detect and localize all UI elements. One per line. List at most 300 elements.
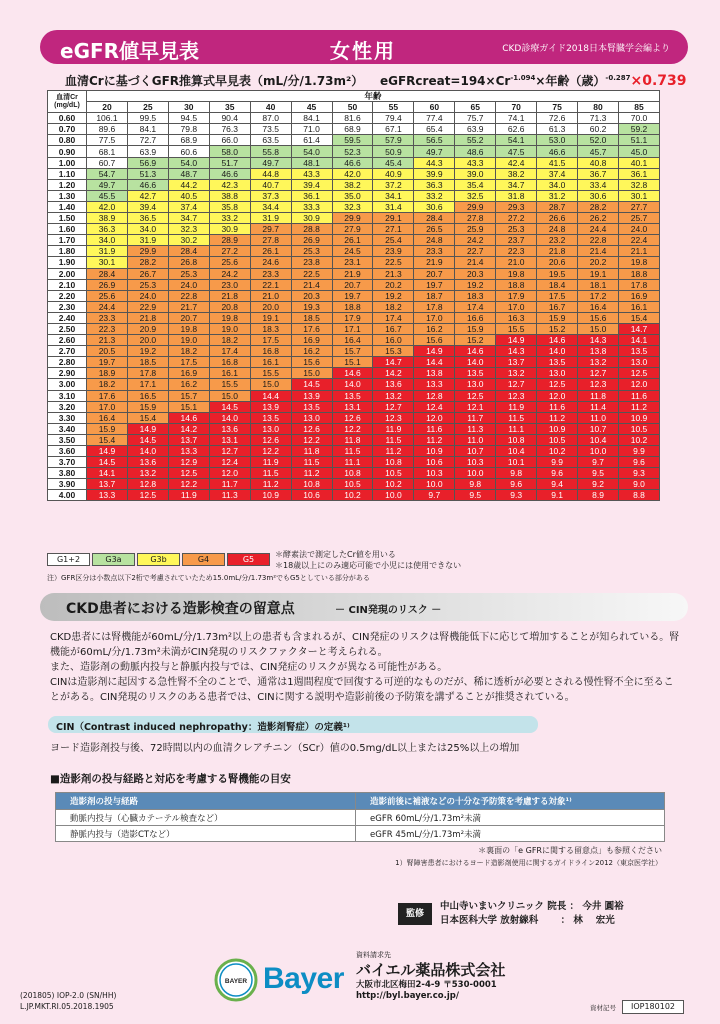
egfr-cell: 77.5 bbox=[87, 135, 128, 146]
formula-age: ×年齢（歳） bbox=[535, 74, 606, 88]
egfr-cell: 27.7 bbox=[618, 201, 659, 212]
cr-value: 2.10 bbox=[48, 279, 87, 290]
egfr-cell: 9.2 bbox=[578, 479, 619, 490]
table-row bbox=[48, 423, 660, 434]
egfr-cell: 15.5 bbox=[496, 323, 537, 334]
egfr-cell: 16.9 bbox=[291, 335, 332, 346]
egfr-cell: 42.0 bbox=[332, 168, 373, 179]
egfr-cell: 15.2 bbox=[537, 323, 578, 334]
egfr-cell: 16.7 bbox=[537, 301, 578, 312]
age-column-header: 85 bbox=[618, 102, 659, 113]
egfr-cell: 21.7 bbox=[168, 301, 209, 312]
egfr-cell: 106.1 bbox=[87, 113, 128, 124]
egfr-cell: 9.9 bbox=[618, 446, 659, 457]
cr-value: 3.80 bbox=[48, 468, 87, 479]
section-subtitle: － CIN発現のリスク － bbox=[335, 605, 442, 616]
egfr-cell: 21.0 bbox=[250, 290, 291, 301]
table-row bbox=[48, 113, 660, 124]
egfr-cell: 16.4 bbox=[332, 335, 373, 346]
egfr-cell: 25.3 bbox=[127, 279, 168, 290]
egfr-cell: 46.6 bbox=[127, 179, 168, 190]
age-row bbox=[48, 102, 660, 113]
egfr-cell: 14.5 bbox=[87, 457, 128, 468]
egfr-cell: 40.5 bbox=[168, 190, 209, 201]
egfr-cell: 22.5 bbox=[291, 268, 332, 279]
table-row bbox=[48, 357, 660, 368]
age-column-header: 75 bbox=[537, 102, 578, 113]
egfr-cell: 18.1 bbox=[578, 279, 619, 290]
egfr-cell: 14.0 bbox=[127, 446, 168, 457]
egfr-cell: 20.7 bbox=[332, 279, 373, 290]
egfr-cell: 11.2 bbox=[373, 446, 414, 457]
egfr-cell: 9.6 bbox=[496, 479, 537, 490]
egfr-cell: 15.7 bbox=[168, 390, 209, 401]
egfr-cell: 38.2 bbox=[496, 168, 537, 179]
table-row bbox=[48, 190, 660, 201]
egfr-cell: 48.1 bbox=[291, 157, 332, 168]
egfr-cell: 46.6 bbox=[332, 157, 373, 168]
egfr-cell: 22.3 bbox=[496, 246, 537, 257]
egfr-cell: 17.5 bbox=[537, 290, 578, 301]
table-row bbox=[48, 146, 660, 157]
egfr-cell: 17.5 bbox=[168, 357, 209, 368]
bayer-cross-logo bbox=[214, 958, 258, 1002]
egfr-cell: 53.0 bbox=[537, 135, 578, 146]
egfr-cell: 29.1 bbox=[373, 213, 414, 224]
egfr-cell: 19.3 bbox=[291, 301, 332, 312]
egfr-cell: 15.1 bbox=[332, 357, 373, 368]
egfr-cell: 14.3 bbox=[496, 346, 537, 357]
egfr-cell: 19.8 bbox=[618, 257, 659, 268]
legend-g3a: G3a bbox=[92, 553, 135, 566]
egfr-cell: 17.1 bbox=[332, 323, 373, 334]
egfr-cell: 16.4 bbox=[578, 301, 619, 312]
legend bbox=[47, 553, 272, 567]
egfr-cell: 16.1 bbox=[618, 301, 659, 312]
egfr-cell: 11.7 bbox=[209, 479, 250, 490]
age-column-header: 50 bbox=[332, 102, 373, 113]
egfr-cell: 17.2 bbox=[578, 290, 619, 301]
egfr-cell: 39.4 bbox=[291, 179, 332, 190]
egfr-cell: 18.2 bbox=[168, 346, 209, 357]
route-row bbox=[56, 826, 665, 842]
egfr-cell: 21.9 bbox=[414, 257, 455, 268]
cr-value: 1.80 bbox=[48, 246, 87, 257]
table-row bbox=[48, 168, 660, 179]
egfr-cell: 24.8 bbox=[537, 224, 578, 235]
egfr-cell: 15.9 bbox=[455, 323, 496, 334]
egfr-cell: 25.7 bbox=[618, 213, 659, 224]
egfr-cell: 47.5 bbox=[496, 146, 537, 157]
egfr-cell: 23.1 bbox=[332, 257, 373, 268]
table-row bbox=[48, 235, 660, 246]
cr-value: 1.40 bbox=[48, 201, 87, 212]
egfr-cell: 30.6 bbox=[578, 190, 619, 201]
cr-value: 2.30 bbox=[48, 301, 87, 312]
egfr-cell: 26.8 bbox=[168, 257, 209, 268]
cr-value: 3.10 bbox=[48, 390, 87, 401]
egfr-cell: 37.4 bbox=[537, 168, 578, 179]
egfr-cell: 15.7 bbox=[332, 346, 373, 357]
egfr-cell: 16.9 bbox=[618, 290, 659, 301]
egfr-cell: 26.5 bbox=[414, 224, 455, 235]
egfr-cell: 12.4 bbox=[209, 457, 250, 468]
legend-note-2: ＊18歳以上にのみ適応可能で小児には使用できない bbox=[275, 561, 462, 570]
cr-value: 1.20 bbox=[48, 179, 87, 190]
egfr-cell: 34.7 bbox=[168, 213, 209, 224]
egfr-cell: 18.9 bbox=[87, 368, 128, 379]
egfr-cell: 19.7 bbox=[87, 357, 128, 368]
egfr-cell: 30.1 bbox=[618, 190, 659, 201]
egfr-cell: 18.4 bbox=[537, 279, 578, 290]
egfr-cell: 18.8 bbox=[332, 301, 373, 312]
egfr-cell: 30.1 bbox=[87, 257, 128, 268]
egfr-cell: 56.5 bbox=[414, 135, 455, 146]
egfr-cell: 38.2 bbox=[332, 179, 373, 190]
egfr-cell: 35.4 bbox=[455, 179, 496, 190]
egfr-cell: 12.2 bbox=[291, 434, 332, 445]
egfr-cell: 12.7 bbox=[209, 446, 250, 457]
egfr-cell: 15.2 bbox=[455, 335, 496, 346]
egfr-cell: 19.0 bbox=[168, 335, 209, 346]
egfr-cell: 12.6 bbox=[250, 434, 291, 445]
egfr-cell: 14.0 bbox=[209, 412, 250, 423]
cin-definition-header bbox=[48, 716, 538, 733]
egfr-cell: 20.7 bbox=[414, 268, 455, 279]
egfr-cell: 54.7 bbox=[87, 168, 128, 179]
egfr-cell: 18.3 bbox=[250, 323, 291, 334]
egfr-cell: 10.3 bbox=[414, 468, 455, 479]
egfr-cell: 12.3 bbox=[496, 390, 537, 401]
egfr-cell: 11.9 bbox=[250, 457, 291, 468]
egfr-cell: 21.8 bbox=[209, 290, 250, 301]
cr-value: 1.10 bbox=[48, 168, 87, 179]
egfr-cell: 38.9 bbox=[87, 213, 128, 224]
egfr-cell: 14.4 bbox=[414, 357, 455, 368]
egfr-cell: 18.2 bbox=[87, 379, 128, 390]
egfr-cell: 15.5 bbox=[250, 368, 291, 379]
egfr-cell: 13.7 bbox=[168, 434, 209, 445]
egfr-cell: 11.2 bbox=[291, 468, 332, 479]
egfr-cell: 17.0 bbox=[496, 301, 537, 312]
egfr-cell: 16.3 bbox=[496, 312, 537, 323]
egfr-cell: 10.4 bbox=[496, 446, 537, 457]
egfr-cell: 33.3 bbox=[291, 201, 332, 212]
target-cell: eGFR 60mL/分/1.73m²未満 bbox=[356, 810, 665, 826]
egfr-cell: 34.1 bbox=[373, 190, 414, 201]
cr-value: 2.90 bbox=[48, 368, 87, 379]
egfr-cell: 9.6 bbox=[537, 468, 578, 479]
egfr-cell: 34.0 bbox=[87, 235, 128, 246]
egfr-cell: 15.3 bbox=[373, 346, 414, 357]
egfr-cell: 16.5 bbox=[127, 390, 168, 401]
egfr-formula bbox=[380, 72, 686, 89]
egfr-cell: 17.6 bbox=[291, 323, 332, 334]
egfr-cell: 84.1 bbox=[127, 124, 168, 135]
egfr-cell: 11.8 bbox=[578, 390, 619, 401]
egfr-cell: 40.9 bbox=[373, 168, 414, 179]
route-col-header: 造影剤の投与経路 bbox=[56, 793, 356, 810]
route-title: ■造影剤の投与経路と対応を考慮する腎機能の目安 bbox=[50, 773, 291, 785]
egfr-cell: 26.7 bbox=[127, 268, 168, 279]
egfr-cell: 46.6 bbox=[537, 146, 578, 157]
egfr-cell: 13.0 bbox=[537, 368, 578, 379]
egfr-cell: 48.6 bbox=[455, 146, 496, 157]
egfr-cell: 81.6 bbox=[332, 113, 373, 124]
egfr-cell: 12.0 bbox=[209, 468, 250, 479]
egfr-cell: 17.4 bbox=[455, 301, 496, 312]
table-row bbox=[48, 246, 660, 257]
cr-value: 0.70 bbox=[48, 124, 87, 135]
egfr-cell: 30.6 bbox=[414, 201, 455, 212]
table-row bbox=[48, 201, 660, 212]
egfr-cell: 19.5 bbox=[537, 268, 578, 279]
egfr-cell: 99.5 bbox=[127, 113, 168, 124]
egfr-cell: 11.6 bbox=[618, 390, 659, 401]
formula-line bbox=[65, 70, 695, 90]
egfr-cell: 45.7 bbox=[578, 146, 619, 157]
egfr-cell: 68.1 bbox=[87, 146, 128, 157]
egfr-cell: 10.2 bbox=[618, 434, 659, 445]
egfr-cell: 10.7 bbox=[455, 446, 496, 457]
egfr-cell: 14.5 bbox=[127, 434, 168, 445]
egfr-cell: 23.8 bbox=[291, 257, 332, 268]
formula-main: eGFRcreat=194×Cr bbox=[380, 74, 511, 88]
egfr-cell: 31.9 bbox=[87, 246, 128, 257]
egfr-cell: 14.3 bbox=[578, 335, 619, 346]
egfr-cell: 12.2 bbox=[332, 423, 373, 434]
egfr-cell: 40.8 bbox=[578, 157, 619, 168]
egfr-cell: 12.0 bbox=[537, 390, 578, 401]
egfr-cell: 12.7 bbox=[578, 368, 619, 379]
egfr-cell: 10.0 bbox=[414, 479, 455, 490]
egfr-cell: 12.8 bbox=[414, 390, 455, 401]
egfr-cell: 34.7 bbox=[496, 179, 537, 190]
legend-g5: G5 bbox=[227, 553, 270, 566]
egfr-cell: 8.9 bbox=[578, 490, 619, 501]
cin-definition: ヨード造影剤投与後、72時間以内の血清クレアチニン（SCr）値の0.5mg/dL以上または25%以上の増加 bbox=[50, 743, 520, 754]
egfr-cell: 11.5 bbox=[496, 412, 537, 423]
title-bar bbox=[40, 30, 688, 64]
egfr-cell: 14.9 bbox=[496, 335, 537, 346]
table-row bbox=[48, 323, 660, 334]
egfr-cell: 30.9 bbox=[209, 224, 250, 235]
egfr-cell: 14.4 bbox=[250, 390, 291, 401]
egfr-cell: 62.6 bbox=[496, 124, 537, 135]
egfr-cell: 23.9 bbox=[373, 246, 414, 257]
egfr-cell: 20.3 bbox=[291, 290, 332, 301]
egfr-cell: 11.1 bbox=[496, 423, 537, 434]
egfr-cell: 26.1 bbox=[332, 235, 373, 246]
egfr-cell: 79.8 bbox=[168, 124, 209, 135]
egfr-cell: 16.9 bbox=[168, 368, 209, 379]
company-address: 大阪市北区梅田2-4-9 〒530-0001 bbox=[356, 980, 497, 990]
egfr-cell: 24.8 bbox=[414, 235, 455, 246]
table-caption: 血清Crに基づくGFR推算式早見表（mL/分/1.73m²） bbox=[65, 74, 364, 88]
egfr-cell: 36.1 bbox=[291, 190, 332, 201]
egfr-cell: 12.5 bbox=[618, 368, 659, 379]
egfr-cell: 17.8 bbox=[414, 301, 455, 312]
egfr-cell: 21.9 bbox=[332, 268, 373, 279]
table-row bbox=[48, 268, 660, 279]
egfr-cell: 12.2 bbox=[250, 446, 291, 457]
egfr-cell: 13.2 bbox=[127, 468, 168, 479]
table-row bbox=[48, 213, 660, 224]
table-row bbox=[48, 412, 660, 423]
table-row bbox=[48, 379, 660, 390]
egfr-cell: 33.2 bbox=[414, 190, 455, 201]
route-row bbox=[56, 810, 665, 826]
egfr-cell: 31.8 bbox=[496, 190, 537, 201]
age-column-header: 20 bbox=[87, 102, 128, 113]
supervision-label: 監修 bbox=[398, 903, 432, 925]
egfr-cell: 12.4 bbox=[414, 401, 455, 412]
egfr-cell: 25.6 bbox=[87, 290, 128, 301]
egfr-cell: 63.9 bbox=[127, 146, 168, 157]
egfr-cell: 13.7 bbox=[496, 357, 537, 368]
cr-value: 2.00 bbox=[48, 268, 87, 279]
egfr-cell: 10.6 bbox=[291, 490, 332, 501]
egfr-cell: 24.0 bbox=[127, 290, 168, 301]
egfr-cell: 10.0 bbox=[455, 468, 496, 479]
egfr-cell: 61.3 bbox=[537, 124, 578, 135]
age-column-header: 55 bbox=[373, 102, 414, 113]
egfr-cell: 19.7 bbox=[332, 290, 373, 301]
cr-value: 0.60 bbox=[48, 113, 87, 124]
egfr-cell: 28.2 bbox=[127, 257, 168, 268]
age-column-header: 65 bbox=[455, 102, 496, 113]
egfr-cell: 72.6 bbox=[537, 113, 578, 124]
cr-value: 1.60 bbox=[48, 224, 87, 235]
egfr-cell: 25.3 bbox=[291, 246, 332, 257]
egfr-cell: 23.3 bbox=[250, 268, 291, 279]
egfr-cell: 59.2 bbox=[618, 124, 659, 135]
egfr-cell: 21.1 bbox=[618, 246, 659, 257]
egfr-cell: 21.4 bbox=[291, 279, 332, 290]
egfr-cell: 77.4 bbox=[414, 113, 455, 124]
egfr-cell: 54.0 bbox=[168, 157, 209, 168]
egfr-cell: 30.2 bbox=[168, 235, 209, 246]
egfr-cell: 16.2 bbox=[414, 323, 455, 334]
egfr-cell: 12.6 bbox=[291, 423, 332, 434]
egfr-cell: 12.1 bbox=[455, 401, 496, 412]
egfr-cell: 11.2 bbox=[414, 434, 455, 445]
age-column-header: 45 bbox=[291, 102, 332, 113]
egfr-cell: 23.0 bbox=[209, 279, 250, 290]
bayer-wordmark: Bayer bbox=[263, 962, 344, 995]
egfr-cell: 13.8 bbox=[578, 346, 619, 357]
egfr-cell: 9.8 bbox=[455, 479, 496, 490]
egfr-cell: 60.7 bbox=[87, 157, 128, 168]
egfr-cell: 37.4 bbox=[168, 201, 209, 212]
egfr-cell: 21.4 bbox=[455, 257, 496, 268]
egfr-cell: 20.2 bbox=[373, 279, 414, 290]
egfr-cell: 16.8 bbox=[209, 357, 250, 368]
egfr-cell: 21.4 bbox=[578, 246, 619, 257]
egfr-cell: 29.9 bbox=[127, 246, 168, 257]
paragraph-3: CINは造影剤に起因する急性腎不全のことで、通常は1週間程度で回復する可逆的なものだが、稀に透析が必要とされる慢性腎不全に至ることがある。CIN発現のリスクのある患者では、CINに関する説明や造影前後の予防策を講ずることが推奨されている。 bbox=[50, 677, 674, 703]
egfr-cell: 28.7 bbox=[537, 201, 578, 212]
company-name: バイエル薬品株式会社 bbox=[356, 961, 506, 979]
egfr-cell: 15.9 bbox=[537, 312, 578, 323]
egfr-cell: 35.0 bbox=[332, 190, 373, 201]
egfr-cell: 12.5 bbox=[537, 379, 578, 390]
egfr-cell: 32.8 bbox=[618, 179, 659, 190]
egfr-cell: 84.1 bbox=[291, 113, 332, 124]
egfr-cell: 23.3 bbox=[87, 312, 128, 323]
egfr-cell: 12.2 bbox=[168, 479, 209, 490]
age-column-header: 25 bbox=[127, 102, 168, 113]
egfr-cell: 13.8 bbox=[414, 368, 455, 379]
egfr-cell: 11.5 bbox=[291, 457, 332, 468]
egfr-cell: 11.9 bbox=[373, 423, 414, 434]
egfr-cell: 24.0 bbox=[618, 224, 659, 235]
egfr-cell: 45.0 bbox=[618, 146, 659, 157]
age-column-header: 70 bbox=[496, 102, 537, 113]
egfr-cell: 18.2 bbox=[209, 335, 250, 346]
egfr-cell: 14.6 bbox=[537, 335, 578, 346]
egfr-cell: 12.7 bbox=[496, 379, 537, 390]
egfr-cell: 73.5 bbox=[250, 124, 291, 135]
egfr-cell: 10.0 bbox=[578, 446, 619, 457]
egfr-cell: 51.1 bbox=[618, 135, 659, 146]
egfr-cell: 16.0 bbox=[373, 335, 414, 346]
egfr-cell: 44.3 bbox=[414, 157, 455, 168]
egfr-cell: 17.0 bbox=[87, 401, 128, 412]
egfr-cell: 14.2 bbox=[373, 368, 414, 379]
egfr-cell: 54.0 bbox=[291, 146, 332, 157]
egfr-cell: 20.8 bbox=[209, 301, 250, 312]
egfr-cell: 13.5 bbox=[291, 401, 332, 412]
egfr-cell: 45.5 bbox=[87, 190, 128, 201]
egfr-cell: 66.0 bbox=[209, 135, 250, 146]
doc-number-label: 資材記号 bbox=[590, 1004, 616, 1012]
egfr-cell: 60.6 bbox=[168, 146, 209, 157]
cin-definition-title: CIN（Contrast induced nephropathy：造影剤腎症）の定義¹⁾ bbox=[56, 722, 350, 733]
egfr-cell: 18.2 bbox=[373, 301, 414, 312]
egfr-cell: 72.7 bbox=[127, 135, 168, 146]
egfr-cell: 15.4 bbox=[127, 412, 168, 423]
egfr-cell: 57.9 bbox=[373, 135, 414, 146]
egfr-cell: 10.5 bbox=[618, 423, 659, 434]
egfr-cell: 13.2 bbox=[496, 368, 537, 379]
egfr-cell: 39.4 bbox=[127, 201, 168, 212]
egfr-cell: 36.3 bbox=[414, 179, 455, 190]
egfr-cell: 14.5 bbox=[291, 379, 332, 390]
egfr-cell: 12.0 bbox=[618, 379, 659, 390]
egfr-cell: 22.7 bbox=[455, 246, 496, 257]
egfr-cell: 10.1 bbox=[496, 457, 537, 468]
cr-value: 3.90 bbox=[48, 479, 87, 490]
egfr-cell: 68.9 bbox=[168, 135, 209, 146]
egfr-cell: 32.3 bbox=[168, 224, 209, 235]
egfr-cell: 21.3 bbox=[373, 268, 414, 279]
gender-label: 女性用 bbox=[330, 39, 396, 63]
egfr-cell: 13.6 bbox=[209, 423, 250, 434]
egfr-cell: 10.8 bbox=[332, 468, 373, 479]
egfr-cell: 49.7 bbox=[250, 157, 291, 168]
egfr-cell: 36.5 bbox=[127, 213, 168, 224]
age-column-header: 80 bbox=[578, 102, 619, 113]
cr-value: 1.90 bbox=[48, 257, 87, 268]
egfr-cell: 19.8 bbox=[496, 268, 537, 279]
egfr-cell: 42.3 bbox=[209, 179, 250, 190]
egfr-cell: 65.4 bbox=[414, 124, 455, 135]
table-row bbox=[48, 335, 660, 346]
table-row bbox=[48, 157, 660, 168]
egfr-cell: 46.6 bbox=[209, 168, 250, 179]
egfr-cell: 60.2 bbox=[578, 124, 619, 135]
